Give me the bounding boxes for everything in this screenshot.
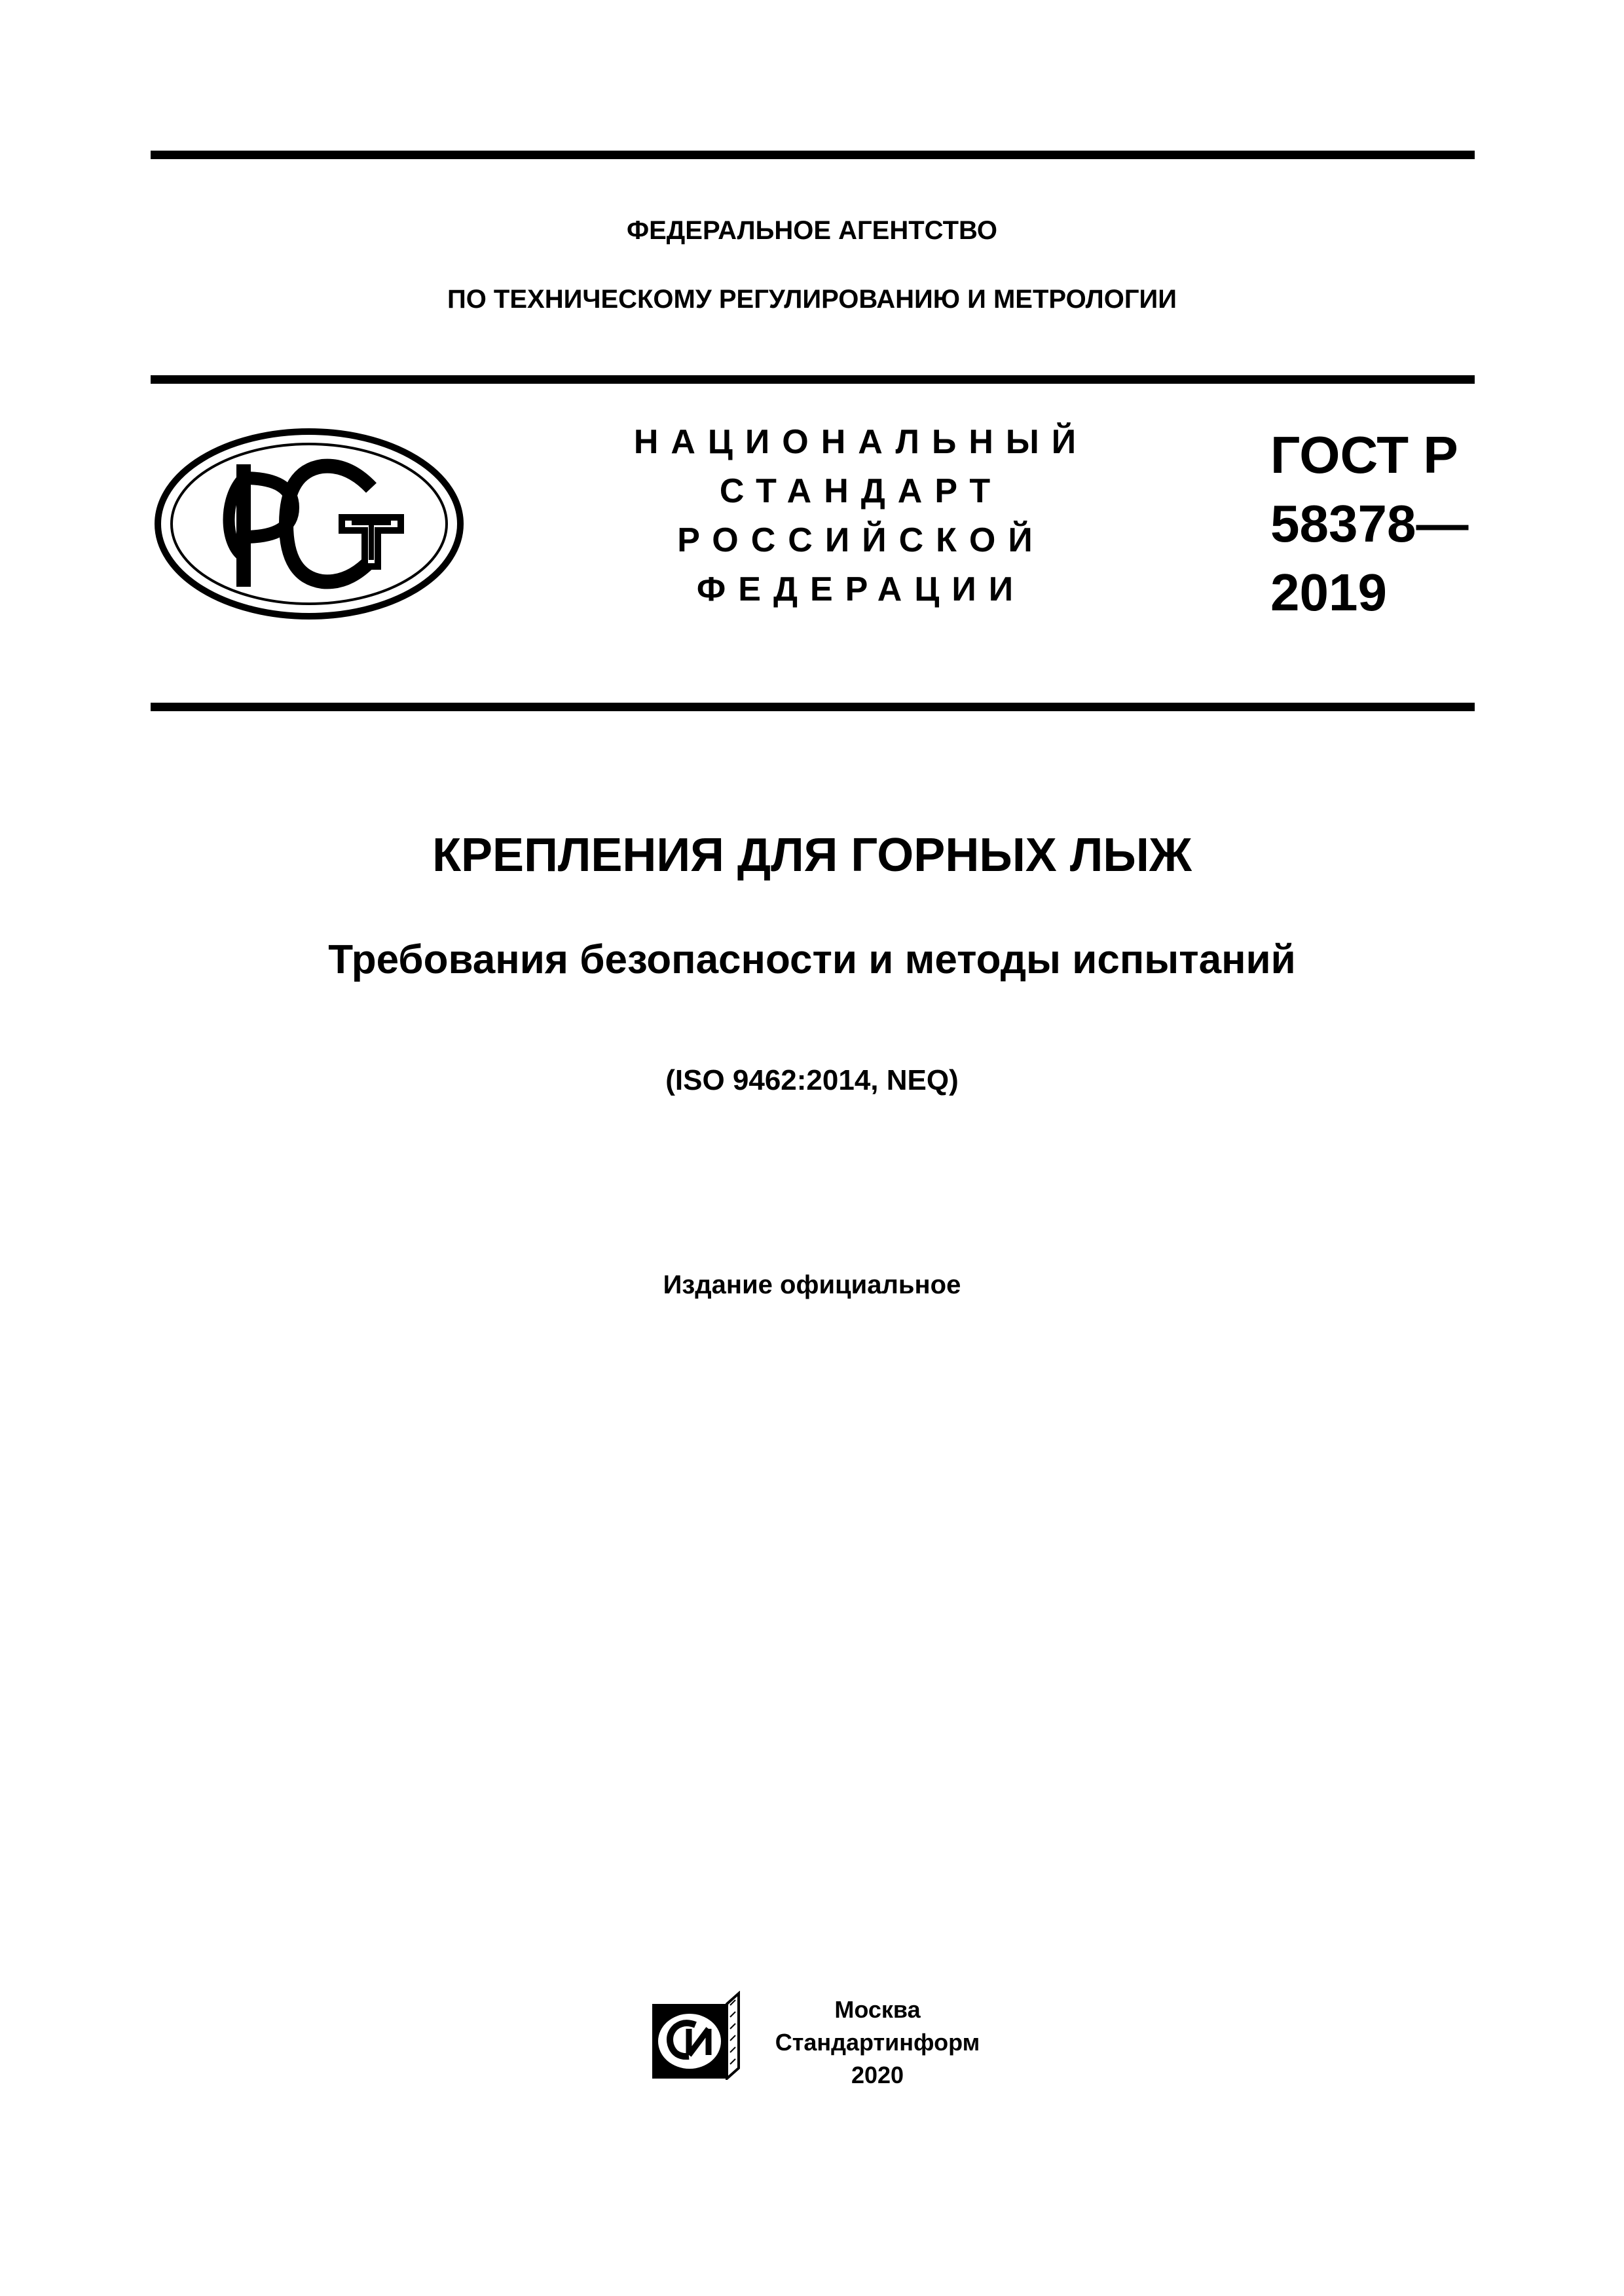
national-standard-line-1: НАЦИОНАЛЬНЫЙ [633, 423, 1089, 461]
national-standard-line-3: РОССИЙСКОЙ [677, 521, 1045, 559]
designation-rule [151, 703, 1475, 711]
edition-label: Издание официальное [663, 1270, 961, 1299]
rst-emblem-icon [152, 426, 466, 622]
header-rule [151, 375, 1475, 384]
designation-line-3: 2019 [1270, 563, 1387, 621]
agency-line-1: ФЕДЕРАЛЬНОЕ АГЕНТСТВО [626, 216, 998, 245]
document-title: КРЕПЛЕНИЯ ДЛЯ ГОРНЫХ ЛЫЖ [432, 829, 1192, 881]
publication-year: 2020 [851, 2062, 904, 2088]
document-subtitle: Требования безопасности и методы испытаний [328, 937, 1296, 982]
publisher-city: Москва [834, 1996, 921, 2023]
publisher-name: Стандартинформ [775, 2029, 980, 2056]
agency-line-2: ПО ТЕХНИЧЕСКОМУ РЕГУЛИРОВАНИЮ И МЕТРОЛОГИИ [447, 285, 1177, 314]
national-standard-line-4: ФЕДЕРАЦИИ [696, 570, 1026, 608]
standartinform-logo-icon [648, 1991, 747, 2080]
national-standard-line-2: СТАНДАРТ [719, 472, 1003, 510]
designation-line-2: 58378— [1270, 494, 1469, 553]
top-rule [151, 151, 1475, 159]
designation-line-1: ГОСТ Р [1270, 426, 1458, 484]
international-equivalence: (ISO 9462:2014, NEQ) [665, 1064, 959, 1096]
